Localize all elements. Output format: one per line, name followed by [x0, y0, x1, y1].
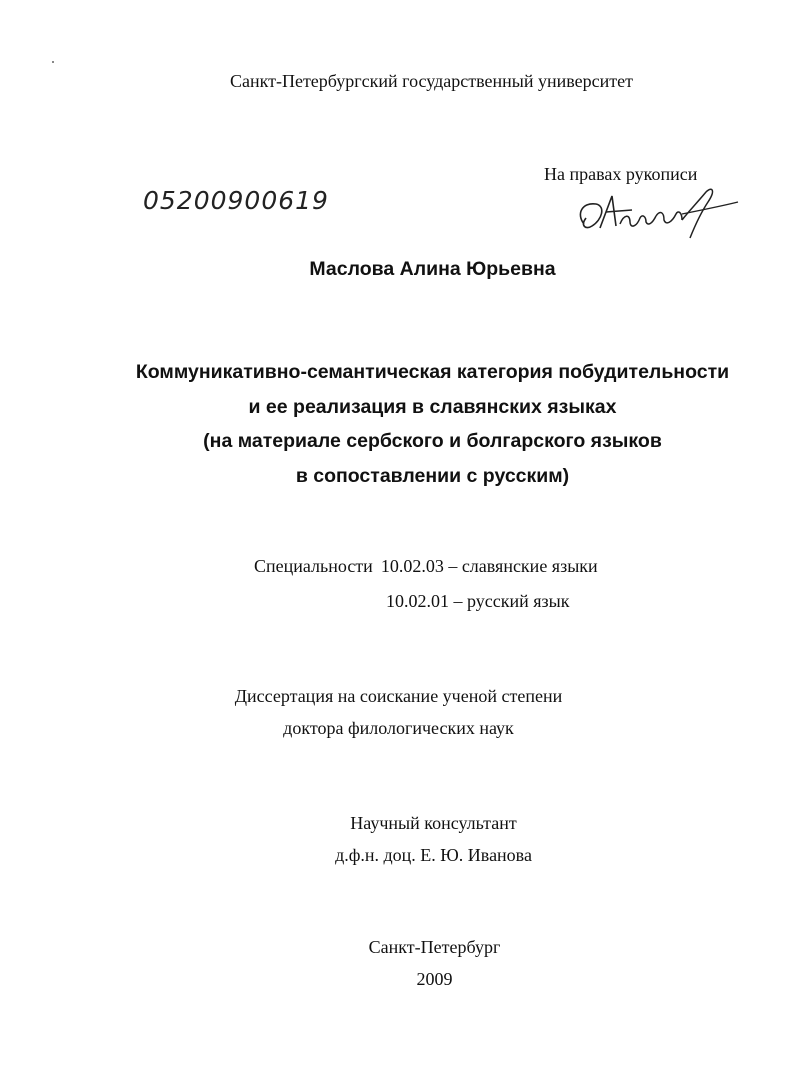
archive-code-handwritten: 05200900619 — [143, 186, 329, 215]
university-name: Санкт-Петербургский государственный университет — [229, 71, 634, 91]
consultant-name: д.ф.н. доц. Е. Ю. Иванова — [335, 845, 532, 865]
specialty-item: 10.02.03 – славянские языки — [380, 556, 598, 576]
year: 2009 — [416, 969, 453, 989]
author-name: Маслова Алина Юрьевна — [309, 258, 556, 280]
title-line: Коммуникативно-семантическая категория побудительности — [135, 361, 730, 383]
dissertation-degree-line-2: доктора филологических наук — [283, 718, 514, 738]
city: Санкт-Петербург — [368, 937, 501, 957]
specialty-line-1 — [254, 556, 598, 577]
specialties-label: Специальности — [254, 556, 373, 576]
consultant-label: Научный консультант — [350, 813, 517, 833]
scan-speck — [52, 61, 54, 63]
manuscript-rights-note: На правах рукописи — [544, 164, 698, 184]
title-line: (на материале сербского и болгарского языков — [203, 430, 662, 452]
signature-image — [572, 184, 742, 240]
title-line: и ее реализация в славянских языках — [248, 395, 617, 418]
dissertation-title — [0, 355, 797, 493]
specialty-item: 10.02.01 – русский язык — [386, 591, 570, 611]
title-line: в сопоставлении с русским) — [295, 464, 570, 487]
dissertation-degree-line-1: Диссертация на соискание ученой степени — [234, 686, 563, 706]
